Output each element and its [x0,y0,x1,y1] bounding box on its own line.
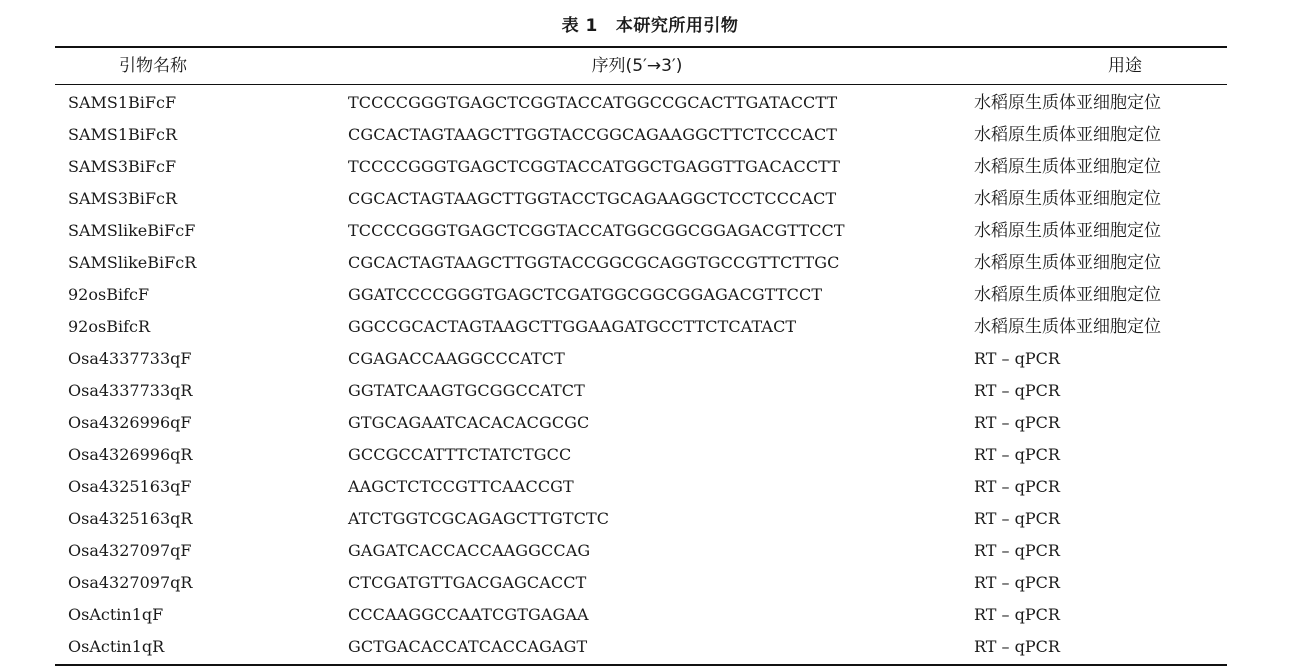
table-row [55,215,1227,247]
table-header [55,48,1227,85]
primer-name-cell: SAMS1BiFcR [68,125,178,144]
table-row [55,343,1227,375]
primer-name-cell: SAMSlikeBiFcR [68,253,197,272]
sequence-cell: GGTATCAAGTGCGGCCATCT [348,381,585,400]
sequence-cell: CGCACTAGTAAGCTTGGTACCGGCAGAAGGCTTCTCCCACT [348,125,838,144]
purpose-cell: RT – qPCR [974,637,1060,656]
purpose-cell: RT – qPCR [974,541,1060,560]
sequence-cell: CCCAAGGCCAATCGTGAGAA [348,605,589,624]
purpose-cell: 水稻原生质体亚细胞定位 [974,93,1161,113]
table-row [55,87,1227,119]
primer-name-cell: Osa4327097qR [68,573,193,592]
primer-name-cell: Osa4325163qF [68,477,192,496]
purpose-cell: RT – qPCR [974,413,1060,432]
primer-name-cell: Osa4337733qF [68,349,192,368]
sequence-cell: TCCCCGGGTGAGCTCGGTACCATGGCTGAGGTTGACACCTT [348,157,841,176]
purpose-cell: RT – qPCR [974,573,1060,592]
header-sequence: 序列(5′→3′) [591,56,683,76]
sequence-cell: TCCCCGGGTGAGCTCGGTACCATGGCCGCACTTGATACCTT [348,93,838,112]
primer-name-cell: Osa4326996qF [68,413,192,432]
primer-name-cell: SAMS1BiFcF [68,93,177,112]
primer-name-cell: Osa4337733qR [68,381,193,400]
purpose-cell: 水稻原生质体亚细胞定位 [974,157,1161,177]
sequence-cell: GCCGCCATTTCTATCTGCC [348,445,572,464]
purpose-cell: RT – qPCR [974,381,1060,400]
table-row [55,375,1227,407]
table-row [55,151,1227,183]
header-primer-name: 引物名称 [119,56,187,76]
purpose-cell: RT – qPCR [974,349,1060,368]
table-row [55,535,1227,567]
primer-name-cell: SAMS3BiFcR [68,189,178,208]
primer-table [55,46,1227,666]
primer-name-cell: Osa4325163qR [68,509,193,528]
primer-name-cell: OsActin1qR [68,637,165,656]
purpose-cell: 水稻原生质体亚细胞定位 [974,189,1161,209]
table-body [55,85,1227,664]
purpose-cell: 水稻原生质体亚细胞定位 [974,125,1161,145]
table-row [55,279,1227,311]
sequence-cell: CGCACTAGTAAGCTTGGTACCTGCAGAAGGCTCCTCCCACT [348,189,837,208]
primer-name-cell: OsActin1qF [68,605,164,624]
purpose-cell: RT – qPCR [974,509,1060,528]
table-row [55,119,1227,151]
sequence-cell: ATCTGGTCGCAGAGCTTGTCTC [348,509,610,528]
primer-name-cell: SAMSlikeBiFcF [68,221,196,240]
purpose-cell: RT – qPCR [974,445,1060,464]
sequence-cell: GCTGACACCATCACCAGAGT [348,637,588,656]
sequence-cell: CGCACTAGTAAGCTTGGTACCGGCGCAGGTGCCGTTCTTGC [348,253,840,272]
primer-name-cell: Osa4326996qR [68,445,193,464]
table-row [55,407,1227,439]
table-row [55,439,1227,471]
sequence-cell: GGCCGCACTAGTAAGCTTGGAAGATGCCTTCTCATACT [348,317,797,336]
sequence-cell: GTGCAGAATCACACACGCGC [348,413,590,432]
header-purpose: 用途 [1108,56,1142,76]
table-number: 表 1 [561,16,598,36]
sequence-cell: AAGCTCTCCGTTCAACCGT [348,477,574,496]
primer-name-cell: Osa4327097qF [68,541,192,560]
primer-name-cell: 92osBifcR [68,317,151,336]
purpose-cell: 水稻原生质体亚细胞定位 [974,285,1161,305]
purpose-cell: 水稻原生质体亚细胞定位 [974,317,1161,337]
sequence-cell: CTCGATGTTGACGAGCACCT [348,573,587,592]
purpose-cell: 水稻原生质体亚细胞定位 [974,253,1161,273]
sequence-cell: CGAGACCAAGGCCCATCT [348,349,565,368]
table-row [55,471,1227,503]
purpose-cell: RT – qPCR [974,477,1060,496]
sequence-cell: GAGATCACCACCAAGGCCAG [348,541,591,560]
sequence-cell: GGATCCCCGGGTGAGCTCGATGGCGGCGGAGACGTTCCT [348,285,823,304]
purpose-cell: RT – qPCR [974,605,1060,624]
table-row [55,503,1227,535]
table-row [55,631,1227,663]
sequence-cell: TCCCCGGGTGAGCTCGGTACCATGGCGGCGGAGACGTTCCT [348,221,845,240]
table-row [55,567,1227,599]
table-caption [0,12,1300,40]
table-title: 本研究所用引物 [615,16,739,36]
purpose-cell: 水稻原生质体亚细胞定位 [974,221,1161,241]
table-row [55,183,1227,215]
primer-name-cell: 92osBifcF [68,285,150,304]
table-row [55,247,1227,279]
table-row [55,311,1227,343]
primer-name-cell: SAMS3BiFcF [68,157,177,176]
table-row [55,599,1227,631]
